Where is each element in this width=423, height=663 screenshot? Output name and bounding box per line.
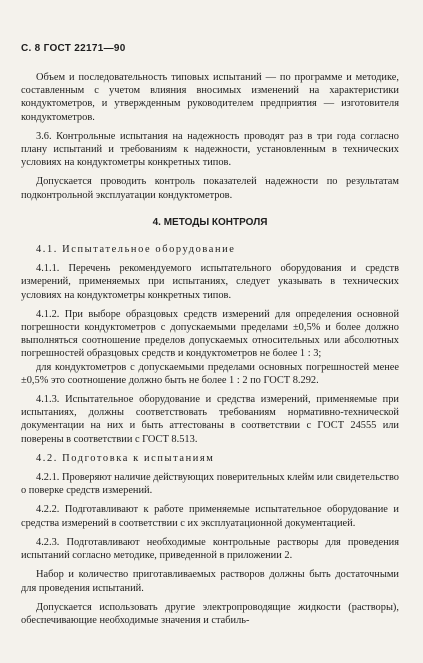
paragraph-4-2-3: 4.2.3. Подготавливают необходимые контрольные растворы для проведения испытаний согласно методике, приведенной в приложении 2. bbox=[21, 536, 399, 562]
paragraph-solutions-quantity: Набор и количество приготавливаемых растворов должны быть достаточными для проведения испытаний. bbox=[21, 569, 399, 594]
paragraph-3-6: 3.6. Контрольные испытания на надежность проводят раз в три года согласно плану испытаний и требованиям к надежности, установленным в технических условиях на кондуктометры конкретных типов. bbox=[21, 130, 399, 169]
paragraph-4-1-2-cont: для кондуктометров с допускаемыми пределами основных погрешностей менее ±0,5% это соотношение должно быть не более 1 : 2 по ГОСТ 8.292. bbox=[21, 361, 399, 386]
page-body bbox=[21, 71, 399, 627]
paragraph-4-1-2: 4.1.2. При выборе образцовых средств измерений для определения основной погрешности кондуктометров с допускаемыми пределами ±0,5% и более должно выполняться соотношение пределов допускаемых относительных или абсолютных погрешностей образцовых средств и кондуктометров не более 1 : 3; bbox=[21, 308, 399, 360]
paragraph-4-2-1: 4.2.1. Проверяют наличие действующих поверительных клейм или свидетельство о поверке средств измерений. bbox=[21, 472, 399, 497]
paragraph-4-2-2: 4.2.2. Подготавливают к работе применяемые испытательное оборудование и средства измерений в соответствии с их эксплуатационной документацией. bbox=[21, 504, 399, 529]
section-heading-4: 4. МЕТОДЫ КОНТРОЛЯ bbox=[152, 216, 268, 228]
paragraph-4-1-3: 4.1.3. Испытательное оборудование и средства измерений, применяемые при испытаниях, должны соответствовать требованиям нормативно-технической документации на них и быть аттестованы в соответствии с ГОСТ 24555 или поверены в соответствии с ГОСТ 8.513. bbox=[21, 394, 399, 445]
subsection-heading-4-2: 4.2. Подготовка к испытаниям bbox=[36, 452, 215, 464]
paragraph-type-tests: Объем и последовательность типовых испытаний — по программе и методике, составленным с учетом влияния вносимых изменений на характеристики кондуктометров, и утвержденным руководителем предприятия — изготовителя кондуктометров. bbox=[21, 72, 399, 123]
paragraph-4-1-1: 4.1.1. Перечень рекомендуемого испытательного оборудования и средств измерений, применяемых при испытаниях, следует указывать в технических условиях на кондуктометры конкретных типов. bbox=[21, 263, 399, 301]
page-header: С. 8 ГОСТ 22171—90 bbox=[21, 43, 126, 54]
paragraph-other-liquids: Допускается использовать другие электропроводящие жидкости (растворы), обеспечивающие необходимые значения и стабиль- bbox=[21, 601, 399, 626]
subsection-heading-4-1: 4.1. Испытательное оборудование bbox=[36, 244, 236, 256]
paragraph-reliability-control: Допускается проводить контроль показателей надежности по результатам подконтрольной эксплуатации кондуктометров. bbox=[21, 176, 399, 201]
